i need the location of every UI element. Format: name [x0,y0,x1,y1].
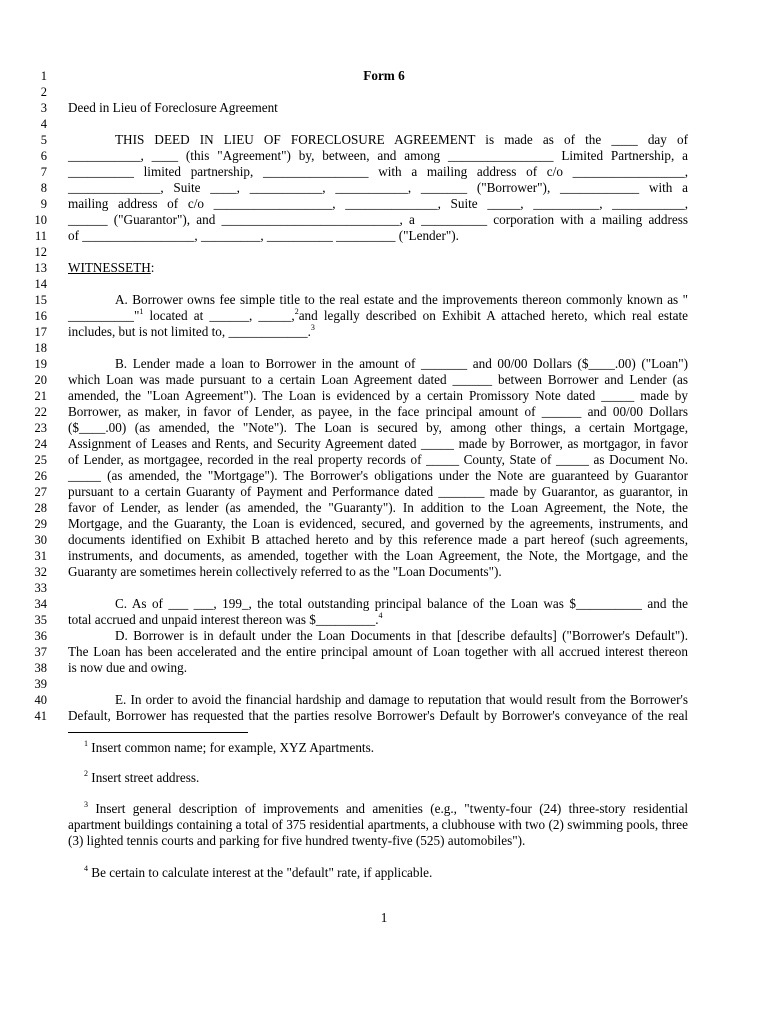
footnote-ref: 4 [378,611,383,620]
line-number: 32 [34,565,47,579]
line-number: 13 [34,261,47,275]
recital-b-line: Guaranty are sometimes herein collectively referred to as the "Loan Documents"). [68,564,502,579]
recital-b-line: B. Lender made a loan to Borrower in the amount of _______ and 00/00 Dollars ($____.00) ("Loan") [115,356,688,371]
line-number: 7 [40,165,47,179]
line-number: 39 [34,677,47,691]
line-number: 10 [34,213,47,227]
recital-b-line: documents identified on Exhibit B attached hereto and by this reference made a part hereof (such agreements, [68,532,688,547]
intro-line: ______________, Suite ____, ___________, ___________, _______ ("Borrower"), ____________ with a [68,180,688,195]
line-number: 33 [34,581,47,595]
line-number: 2 [40,85,47,99]
line-number: 41 [34,709,47,723]
document-title: Deed in Lieu of Foreclosure Agreement [68,100,278,115]
recital-b-line: instruments, and documents, as amended, together with the Loan Agreement, the Note, the Mortgage, and the [68,548,688,563]
footnote-4: $^4$ Be certain to calculate interest at the "default" rate, if applicable. [84,864,433,880]
recital-b-line: pursuant to a certain Guaranty of Payment and Performance dated _______ made by Guarantor, as guarantor, in [68,484,688,499]
intro-line: THIS DEED IN LIEU OF FORECLOSURE AGREEMENT is made as of the ____ day of [115,132,688,147]
intro-line: __________ limited partnership, ________________ with a mailing address of c/o _________________, [68,164,688,179]
page-number: 1 [380,910,388,925]
line-number: 31 [34,549,47,563]
line-number: 37 [34,645,47,659]
line-number: 1 [40,69,47,83]
form-title: Form 6 [363,68,405,83]
recital-a-line: __________"$^1$ located at ______, _____,$^2$and legally described on Exhibit A attached hereto, which real estate [68,307,688,323]
footnote-1: $^1$ Insert common name; for example, XYZ Apartments. [84,739,375,755]
footnote-ref: 2 [294,307,299,316]
intro-line: of _________________, _________, __________ _________ ("Lender"). [68,228,459,243]
line-number: 5 [40,133,47,147]
recital-a-line: includes, but is not limited to, ____________.$^3$ [68,323,315,339]
line-number: 22 [34,405,47,419]
recital-b-line: ($____.00) (as amended, the "Note"). The Loan is secured by, among other things, a certain Mortgage, [68,420,688,435]
recital-d-line: D. Borrower is in default under the Loan Documents in that [describe defaults] ("Borrower's Default"). [115,628,688,643]
recital-b-line: of Lender, as mortgagee, recorded in the real property records of _____ County, State of _____ as Document No. [68,452,688,467]
line-number: 14 [34,277,47,291]
line-number: 12 [34,245,47,259]
line-number: 20 [34,373,47,387]
line-number: 19 [34,357,47,371]
witnesseth-heading: WITNESSETH: [68,260,155,275]
recital-c-line: total accrued and unpaid interest thereon was $_________.$^4$ [68,611,383,627]
footnote-ref: 1 [139,307,144,316]
recital-d-line: The Loan has been accelerated and the entire principal amount of Loan together with all accrued interest thereon [68,644,688,659]
recital-b-line: favor of Lender, as lender (as amended, the "Guaranty"). In addition to the Loan Agreement, the Note, the [68,500,688,515]
line-number: 16 [34,309,47,323]
footnote-ref: 3 [310,323,315,332]
recital-e-line: Default, Borrower has requested that the parties resolve Borrower's Default by Borrower's conveyance of the real [68,708,688,723]
footnote-separator [68,732,248,733]
recital-b-line: amended, the "Loan Agreement"). The Loan is evidenced by a certain Promissory Note dated _____ made by [68,388,688,403]
recital-b-line: _____ (as amended, the "Mortgage"). The Borrower's obligations under the Note are guaranteed by Guarantor [68,468,688,483]
line-number: 21 [34,389,47,403]
line-number: 38 [34,661,47,675]
recital-e-line: E. In order to avoid the financial hardship and damage to reputation that would result from the Borrower's [115,692,688,707]
line-number: 30 [34,533,47,547]
line-number: 35 [34,613,47,627]
intro-line: ___________, ____ (this "Agreement") by, between, and among ________________ Limited Partnership, a [68,148,688,163]
line-number: 18 [34,341,47,355]
intro-line: ______ ("Guarantor"), and ___________________________, a __________ corporation with a mailing address [68,212,688,227]
line-number: 28 [34,501,47,515]
line-number: 17 [34,325,47,339]
line-number: 4 [40,117,47,131]
recital-b-line: Mortgage, and the Guaranty, the Loan is evidenced, secured, and governed by the agreements, instruments, and [68,516,688,531]
line-number: 26 [34,469,47,483]
line-number: 40 [34,693,47,707]
recital-a-line: A. Borrower owns fee simple title to the real estate and the improvements thereon commonly known as " [115,292,688,307]
recital-b-line: Assignment of Leases and Rents, and Security Agreement dated _____ made by Borrower, as mortgagor, in favor [68,436,688,451]
line-number: 9 [40,197,47,211]
recital-d-line: is now due and owing. [68,660,188,675]
footnote-3: $^3$ Insert general description of improvements and amenities (e.g., "twenty-four (24) three-story residential apartment buildings containing a total of 375 residential apartments, a clubhouse with two (2) swimming pools, three (3) lighted tennis courts and parking for five hundred twenty-five (525) automobiles"). [68,800,688,848]
recital-b-line: which Loan was made pursuant to a certain Loan Agreement dated ______ between Borrower and Lender (as [68,372,688,387]
line-number: 8 [40,181,47,195]
line-number: 25 [34,453,47,467]
line-number: 34 [34,597,47,611]
line-number: 3 [40,101,47,115]
recital-b-line: Borrower, as maker, in favor of Lender, as payee, in the face principal amount of ______ and 00/00 Dollars [68,404,688,419]
line-number: 6 [40,149,47,163]
line-number: 15 [34,293,47,307]
intro-line: mailing address of c/o __________________, ______________, Suite _____, __________, ___________, [68,196,688,211]
line-number: 29 [34,517,47,531]
recital-c-line: C. As of ___ ___, 199_, the total outstanding principal balance of the Loan was $__________ and the [115,596,688,611]
line-number: 27 [34,485,47,499]
line-number: 24 [34,437,47,451]
footnote-2: $^2$ Insert street address. [84,769,200,785]
line-number: 23 [34,421,47,435]
line-number: 11 [34,229,47,243]
line-number: 36 [34,629,47,643]
